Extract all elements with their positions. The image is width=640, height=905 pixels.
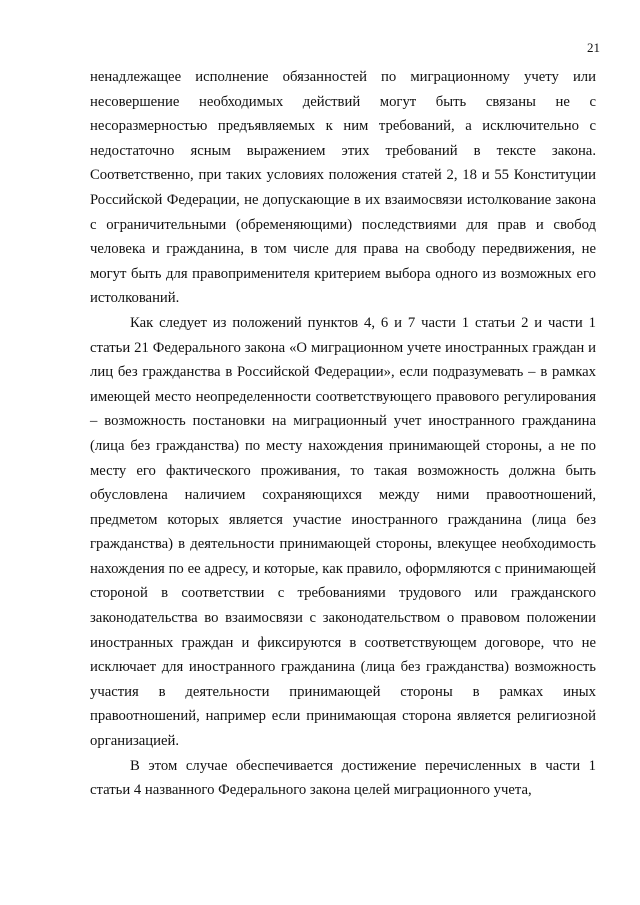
paragraph-2: Как следует из положений пунктов 4, 6 и 7 части 1 статьи 2 и части 1 статьи 21 Федерального закона «О миграционном учете иностранных граждан и лиц без гражданства в Российской Федерации», если подразумевать – в рамках имеющей место неопределенности соответствующего правового регулирования – возможность постановки на миграционный учет иностранного гражданина (лица без гражданства) по месту нахождения принимающей стороны, а не по месту его фактического проживания, то такая возможность должна быть обусловлена наличием сохраняющихся между ними правоотношений, предметом которых является участие иностранного гражданина (лица без гражданства) в деятельности принимающей стороны, влекущее необходимость нахождения по ее адресу, и которые, как правило, оформляются с принимающей стороной в соответствии с требованиями трудового или гражданского законодательства во взаимосвязи с законодательством о правовом положении иностранных граждан и фиксируются в соответствующем договоре, что не исключает для иностранного гражданина (лица без гражданства) возможность участия в деятельности принимающей стороны в рамках иных правоотношений, например если принимающая сторона является религиозной организацией. <box>90 314 596 750</box>
paragraph-3: В этом случае обеспечивается достижение перечисленных в части 1 статьи 4 названного Федерального закона целей миграционного учета, <box>90 757 596 799</box>
paragraph-1: ненадлежащее исполнение обязанностей по миграционному учету или несовершение необходимых действий могут быть связаны не с несоразмерностью предъявляемых к ним требований, а исключительно с недостаточно ясным выражением этих требований в тексте закона. Соответственно, при таких условиях положения статей 2, 18 и 55 Конституции Российской Федерации, не допускающие в их взаимосвязи истолкование закона с ограничительными (обременяющими) последствиями для прав и свобод человека и гражданина, в том числе для права на свободу передвижения, не могут быть для правоприменителя критерием выбора одного из возможных его истолкований. <box>90 69 596 307</box>
page-number: 21 <box>587 40 600 55</box>
body-text <box>90 65 596 803</box>
